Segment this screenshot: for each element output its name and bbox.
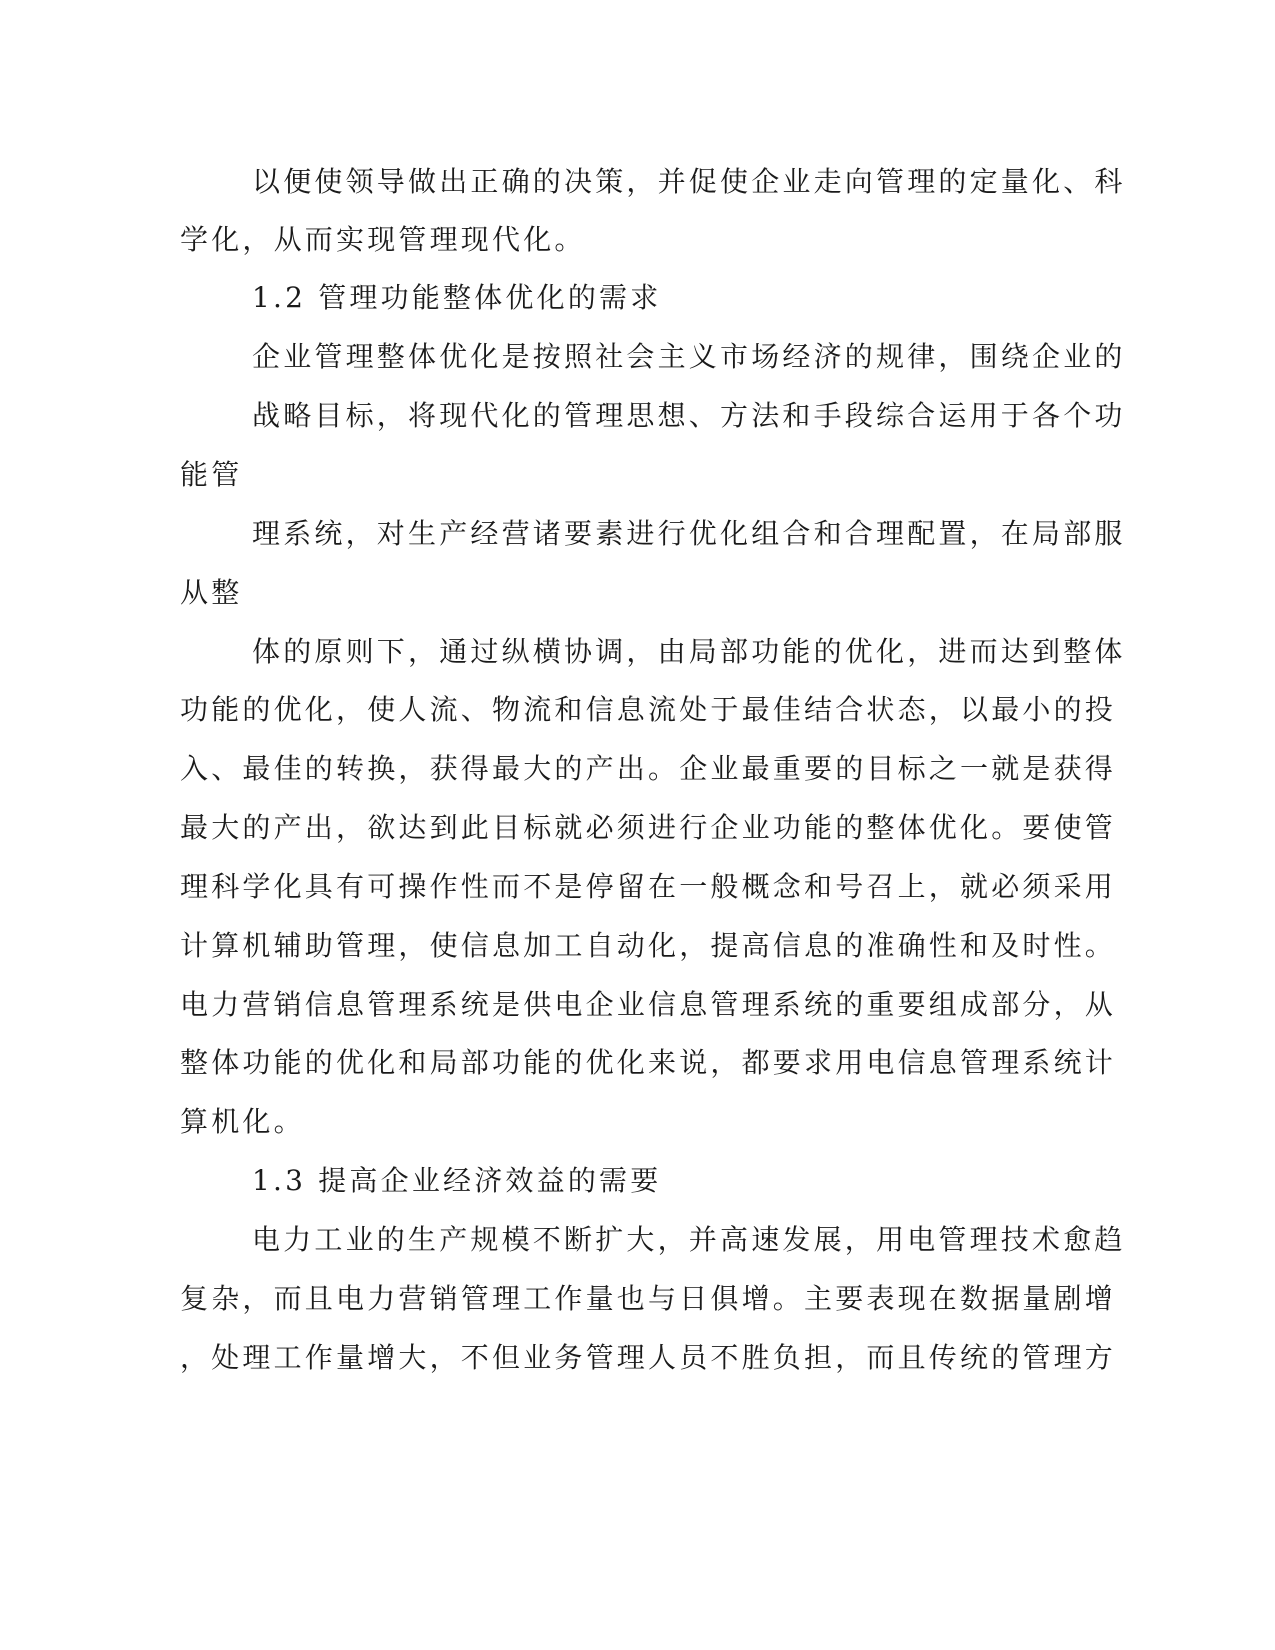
paragraph-line: 能管 <box>180 458 243 491</box>
paragraph-line: 体的原则下，通过纵横协调，由局部功能的优化，进而达到整体 <box>252 635 1126 668</box>
paragraph-line: 算机化。 <box>180 1105 305 1138</box>
paragraph-line: 企业管理整体优化是按照社会主义市场经济的规律，围绕企业的 <box>252 340 1126 373</box>
paragraph-line: 整体功能的优化和局部功能的优化来说，都要求用电信息管理系统计 <box>180 1046 1117 1079</box>
paragraph-line: 最大的产出，欲达到此目标就必须进行企业功能的整体优化。要使管 <box>180 811 1117 844</box>
section-heading: 1.2 管理功能整体优化的需求 <box>252 281 662 314</box>
paragraph-line: 电力工业的生产规模不断扩大，并高速发展，用电管理技术愈趋 <box>252 1223 1126 1256</box>
section-heading: 1.3 提高企业经济效益的需要 <box>252 1164 662 1197</box>
paragraph-line: 战略目标，将现代化的管理思想、方法和手段综合运用于各个功 <box>252 399 1126 432</box>
paragraph-line: 理科学化具有可操作性而不是停留在一般概念和号召上，就必须采用 <box>180 870 1117 903</box>
paragraph-line: 入、最佳的转换，获得最大的产出。企业最重要的目标之一就是获得 <box>180 752 1117 785</box>
paragraph-line: 以便使领导做出正确的决策，并促使企业走向管理的定量化、科 <box>252 165 1126 198</box>
paragraph-line: 学化，从而实现管理现代化。 <box>180 223 586 256</box>
paragraph-line: 计算机辅助管理，使信息加工自动化，提高信息的准确性和及时性。 <box>180 929 1117 962</box>
paragraph-line: 电力营销信息管理系统是供电企业信息管理系统的重要组成部分，从 <box>180 988 1117 1021</box>
paragraph-line: 从整 <box>180 576 243 609</box>
paragraph-line: ，处理工作量增大，不但业务管理人员不胜负担，而且传统的管理方 <box>180 1341 1117 1374</box>
paragraph-line: 功能的优化，使人流、物流和信息流处于最佳结合状态，以最小的投 <box>180 693 1117 726</box>
paragraph-line: 复杂，而且电力营销管理工作量也与日俱增。主要表现在数据量剧增 <box>180 1282 1117 1315</box>
paragraph-line: 理系统，对生产经营诸要素进行优化组合和合理配置，在局部服 <box>252 517 1126 550</box>
